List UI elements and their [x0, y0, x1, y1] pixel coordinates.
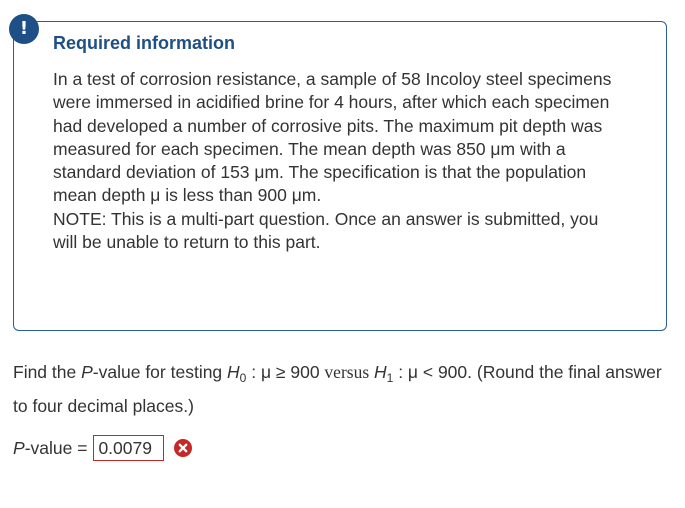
h1-symbol: H	[369, 362, 387, 382]
answer-label-rest: -value =	[24, 437, 88, 458]
h0-subscript: 0	[239, 371, 247, 385]
x-circle-icon	[174, 439, 192, 457]
answer-label	[13, 438, 87, 459]
question-lead: Find the	[13, 362, 82, 382]
problem-statement: In a test of corrosion resistance, a sample of 58 Incoloy steel specimens were immersed in acidified brine for 4 hours, after which each specimen had developed a number of corrosive pits. The maximum pit depth was measured for each specimen. The mean depth was 850 μm with a standard deviation of 153 μm. The specification is that the population mean depth μ is less than 900 μm.	[53, 69, 612, 206]
h0-symbol: H	[227, 362, 240, 382]
versus-word: versus	[324, 362, 370, 382]
answer-label-p: P	[13, 437, 25, 458]
h1-expression: : μ < 900. (Round the final answer to four decimal places.)	[13, 362, 662, 416]
question-pvalue-rest: -value for testing	[92, 362, 228, 382]
question-text	[13, 358, 678, 420]
answer-row	[13, 435, 192, 461]
multi-part-note: NOTE: This is a multi-part question. Once an answer is submitted, you will be unable to return to this part.	[53, 208, 599, 253]
info-title: Required information	[53, 33, 236, 53]
alert-icon: !	[9, 14, 39, 44]
p-italic: P	[81, 362, 93, 382]
h1-subscript: 1	[386, 371, 394, 385]
info-body	[53, 68, 613, 254]
p-value-input[interactable]	[93, 435, 164, 461]
h0-expression: : μ ≥ 900	[246, 362, 325, 382]
